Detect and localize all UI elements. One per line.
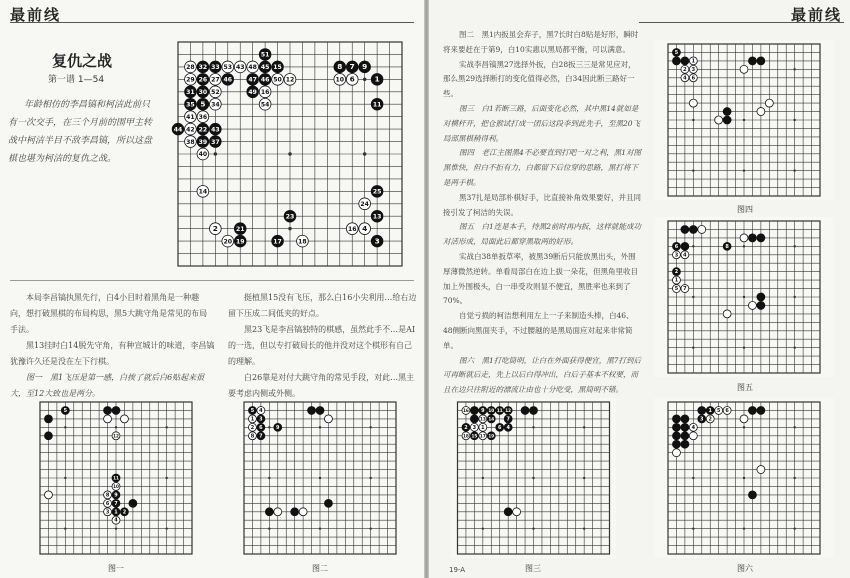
black-stone [291,508,299,516]
move-number: 6 [105,500,110,507]
move-number: 52 [211,89,220,97]
move-number: 7 [114,500,118,507]
move-number: 29 [186,76,195,84]
figure-1-caption: 图一 [108,564,124,573]
move-number: 43 [235,64,245,72]
move-number: 9 [362,62,368,72]
white-stone [765,99,773,107]
move-number: 6 [725,407,729,414]
star-point [743,527,745,529]
white-stone [299,508,307,516]
black-stone [530,406,538,414]
right-page [429,0,850,578]
white-stone [672,449,680,457]
star-point [793,119,795,121]
black-stone [316,406,324,414]
move-number: 41 [186,113,195,121]
move-number: 15 [471,433,478,439]
move-number: 13 [372,213,382,221]
diagram-note: 图四 老江主图黑4不必要直到打吧一对之利，黑1对图黑惟快，但白不拒有力，白都留下后位穿的思路，黑打将下是两手棋。 [443,148,642,187]
move-number: 12 [113,433,119,439]
diagram-note: 图六 黑1打吃简明，让白在外面获得便宜，黑7打到后可再断就后走，先上以后白得冲出，白后子基本不权要，而且在边只往附近的漂流让由也十分吃受，黑简明不错。 [443,355,642,395]
black-stone [129,499,137,507]
commentary-paragraph: 黑37扎是局部朴棋好手，比直接补角效果要好，并且同接引发了柯洁的失误。 [443,192,642,217]
move-number: 17 [479,433,486,439]
figure-3-board [451,398,616,558]
move-number: 11 [113,475,119,481]
move-number: 12 [505,407,512,413]
black-stone [748,234,756,242]
move-number: 3 [259,416,263,423]
figure-4-caption: 图四 [737,205,753,214]
move-number: 26 [198,76,208,84]
star-point [743,296,745,298]
move-number: 1 [674,277,679,284]
move-number: 5 [674,286,679,293]
star-point [369,426,371,428]
black-stone [681,57,689,65]
commentary-paragraph: 挺植黑15没有飞压，那么白16小尖利用…给右边留下压成二间低夹的好点。 [228,293,417,318]
move-number: 37 [211,138,220,146]
move-number: 10 [488,407,495,413]
star-point [532,477,534,479]
move-number: 54 [260,101,270,109]
white-stone [740,65,748,73]
move-number: 16 [463,407,469,413]
star-point [743,346,745,348]
move-number: 1 [114,509,118,516]
figure-5-board [654,217,834,377]
diagram-note: 图一 黑1飞压是第一感，白挨了就后白6贴起来很大，至12大致也是两分。 [10,373,205,398]
move-number: 5 [200,99,206,109]
move-number: 22 [198,126,208,134]
commentary-paragraph: 黑23飞是李昌镐独特的棋感，虽然此手不…是AI的一选，但以专打破局长的他并没对这个棋形有自己的理解。 [228,325,416,366]
move-number: 46 [260,76,270,84]
move-number: 3 [105,509,110,516]
black-stone [265,508,273,516]
move-number: 1 [250,416,255,423]
move-number: 19 [488,433,495,439]
commentary-paragraph: 自觉亏损的柯洁想利用左上一子来制造头棒，白46、48侧断向黑面夹手，不过腰越的是黑局面应对起来非常简单。 [443,311,634,350]
move-number: 2 [708,416,712,423]
star-point [692,296,694,298]
black-stone [757,234,765,242]
header-rule [10,22,414,23]
running-header-left: 最前线 [10,6,62,24]
move-number: 8 [250,433,255,440]
black-stone [681,415,689,423]
move-number: 25 [372,188,382,196]
move-number: 5 [63,407,68,414]
star-point [64,527,66,529]
white-stone [104,415,112,423]
move-number: 47 [248,76,257,84]
black-stone [308,406,316,414]
white-stone [689,432,697,440]
move-number: 16 [347,225,357,233]
white-stone [757,466,765,474]
black-stone [672,415,680,423]
move-number: 4 [691,424,696,431]
star-point [692,346,694,348]
star-point [369,477,371,479]
star-point [743,426,745,428]
move-number: 21 [235,225,245,233]
figure-3-caption: 图三 [525,564,541,573]
black-stone [681,432,689,440]
star-point [64,477,66,479]
star-point [268,426,270,428]
white-stone [513,508,521,516]
commentary-paragraph: 图二 黑1内扳虽会弃子，黑7长时白8贴是好形，瞬时将来要赶在于第9，白10实惠以黑局都平衡，可以满意。 [443,30,639,54]
move-number: 9 [481,407,485,414]
move-number: 4 [114,517,118,524]
move-number: 19 [235,238,245,246]
move-number: 18 [298,238,307,246]
move-number: 1 [708,407,712,414]
star-point [214,152,217,155]
black-stone [504,508,512,516]
black-stone [689,225,697,233]
move-number: 42 [186,126,195,134]
black-stone [748,491,756,499]
move-number: 7 [506,416,510,423]
article-title: 复仇之战 [52,52,113,70]
commentary-paragraph: 实战李昌镐黑27选择外扳，白28扳三三是常见应对，那么黑29选择断打的变化值得必然，白34因此断三路好一些。 [443,59,636,99]
star-point [268,527,270,529]
star-point [743,119,745,121]
move-number: 4 [683,75,687,82]
move-number: 2 [122,509,127,516]
star-point [532,527,534,529]
star-point [793,426,795,428]
star-point [793,296,795,298]
move-number: 48 [248,64,257,72]
black-stone [44,432,52,440]
move-number: 6 [674,243,679,250]
white-stone [715,116,723,124]
move-number: 3 [700,416,704,423]
black-stone [723,116,731,124]
white-stone [757,108,765,116]
black-stone [748,406,756,414]
move-number: 10 [335,76,345,84]
black-stone [748,57,756,65]
move-number: 35 [186,101,195,109]
move-number: 4 [259,407,263,414]
move-number: 36 [198,113,208,121]
move-number: 8 [337,62,343,72]
move-number: 51 [260,51,270,59]
commentary-paragraph: 白26靠是对付大跳守角的常见手段，对此…黑主要考虑内侧或外侧。 [228,373,415,398]
white-stone [748,301,756,309]
star-point [793,527,795,529]
move-number: 44 [173,126,183,134]
star-point [482,477,484,479]
black-stone [470,406,478,414]
star-point [363,78,366,81]
move-number: 49 [248,89,257,97]
commentary-paragraph: 黑13挂时白14脱先守角，有种宣城计的味道，李昌镐犹豫许久还是没在左下行棋。 [10,341,215,366]
star-point [793,477,795,479]
move-number: 2 [683,66,687,73]
black-stone [681,225,689,233]
white-stone [120,415,128,423]
black-stone [324,499,332,507]
star-point [288,152,291,155]
move-number: 8 [725,243,729,250]
move-number: 3 [674,252,679,259]
move-number: 13 [479,416,486,422]
article-intro: 年龄相仿的李昌镐和柯洁此前只有一次交手，在三个月前的围甲主转战中柯洁半目不敌李昌镐，所以这盘棋也堪为柯洁的复仇之战。 [8,100,153,164]
move-number: 8 [105,492,110,499]
figure-1-board [36,398,196,558]
black-stone [672,432,680,440]
page-number: 19-A [449,566,466,574]
header-rule [639,22,844,23]
black-stone [112,406,120,414]
white-stone [723,310,731,318]
black-stone [757,57,765,65]
move-number: 2 [250,424,255,431]
move-number: 30 [198,89,208,97]
star-point [692,169,694,171]
move-number: 31 [186,89,195,97]
star-point [793,346,795,348]
move-number: 23 [285,213,295,221]
move-number: 14 [488,416,495,422]
move-number: 53 [223,64,233,72]
move-number: 2 [674,269,679,276]
move-number: 33 [211,64,220,72]
move-number: 7 [683,286,687,293]
move-number: 1 [691,58,696,65]
move-number: 4 [362,223,368,233]
star-point [692,477,694,479]
move-number: 24 [360,201,369,209]
black-stone [757,406,765,414]
star-point [288,227,291,230]
star-point [692,119,694,121]
move-number: 15 [273,64,282,72]
white-stone [740,415,748,423]
star-point [363,152,366,155]
white-stone [740,234,748,242]
star-point [319,426,321,428]
move-number: 7 [349,62,355,72]
diagram-note: 图五 白1连是本手，待黑2前时再内扳，这样就能成功对活形成，局面此后都穿黑取两的好形。 [443,222,642,247]
figure-2-board [240,398,400,558]
move-number: 28 [186,64,195,72]
move-number: 27 [211,76,220,84]
black-stone [672,440,680,448]
move-number: 6 [259,424,263,431]
black-stone [681,242,689,250]
black-stone [723,108,731,116]
move-number: 5 [250,407,255,414]
move-number: 4 [506,424,510,431]
move-number: 39 [198,138,208,146]
move-number: 9 [276,424,280,431]
star-point [115,527,117,529]
white-stone [44,491,52,499]
move-number: 18 [463,433,469,439]
move-number: 5 [674,49,679,56]
star-point [793,245,795,247]
star-point [743,477,745,479]
move-number: 11 [372,101,382,109]
commentary-paragraph: 实战白38单扳草率，被黑39断后只能放黑出头，外围厚薄微然逆转。单看局部白在边上拔一朵花，但黑角里收目加上外围极头，白一串受攻则显不便宜，黑胜率也来到了70%。 [443,251,638,306]
running-header-right: 最前线 [790,6,842,24]
article-subtitle: 第一谱 1—54 [48,75,105,85]
black-stone [672,423,680,431]
move-number: 50 [273,76,282,84]
star-point [369,527,371,529]
star-point [115,426,117,428]
figure-4-board [654,40,834,200]
black-stone [672,57,680,65]
move-number: 12 [285,76,295,84]
black-stone [104,406,112,414]
white-stone [689,99,697,107]
black-stone [681,423,689,431]
black-stone [470,415,478,423]
move-number: 4 [683,252,687,259]
section-rule [10,280,414,281]
move-number: 6 [349,74,355,84]
move-number: 2 [464,424,468,431]
move-number: 34 [211,101,220,109]
move-number: 46 [223,76,233,84]
move-number: 1 [481,424,485,431]
figure-6-caption: 图六 [737,564,753,573]
move-number: 6 [497,424,502,431]
move-number: 45 [260,64,270,72]
move-number: 32 [198,64,208,72]
move-number: 38 [186,138,195,146]
move-number: 3 [472,424,477,431]
black-stone [757,293,765,301]
move-number: 9 [114,492,118,499]
move-number: 17 [273,238,282,246]
star-point [692,527,694,529]
white-stone [698,225,706,233]
star-point [268,477,270,479]
figure-6-board [654,398,834,558]
move-number: 11 [496,407,503,413]
move-number: 5 [716,407,721,414]
move-number: 10 [113,483,119,489]
star-point [319,477,321,479]
star-point [165,527,167,529]
star-point [165,426,167,428]
move-number: 16 [260,89,270,97]
move-number: 6 [691,75,696,82]
move-number: 3 [374,236,380,246]
white-stone [274,508,282,516]
star-point [532,426,534,428]
white-stone [324,415,332,423]
black-stone [521,406,529,414]
move-number: 20 [223,238,233,246]
commentary-paragraph: 本局李昌镐执黑先行，白4小目时着黑角是一种趣向，想打破黑棋的布局构思，黑5大跳守角是常见的布局手法。 [10,293,208,334]
star-point [743,245,745,247]
move-number: 3 [691,66,696,73]
move-number: 14 [198,188,208,196]
diagram-note: 图三 白1若断三路，后面变化必然，其中黑14就如是对横杆开，把仓猴试打成一团后这段李到此先手，至黑20飞局部黑棋稍得利。 [443,103,641,143]
move-number: 40 [198,151,208,159]
left-page [0,0,424,578]
star-point [793,169,795,171]
black-stone [698,406,706,414]
star-point [583,477,585,479]
star-point [583,426,585,428]
star-point [793,68,795,70]
main-game-record-board [170,38,410,270]
move-number: 1 [374,74,380,84]
move-number: 43 [211,126,220,134]
move-number: 2 [212,223,218,233]
move-number: 7 [259,433,263,440]
star-point [165,477,167,479]
star-point [319,527,321,529]
star-point [743,169,745,171]
black-stone [757,301,765,309]
star-point [64,426,66,428]
figure-5-caption: 图五 [737,383,753,392]
black-stone [44,415,52,423]
star-point [583,527,585,529]
black-stone [681,440,689,448]
figure-2-caption: 图二 [312,564,328,573]
star-point [482,527,484,529]
star-point [692,245,694,247]
